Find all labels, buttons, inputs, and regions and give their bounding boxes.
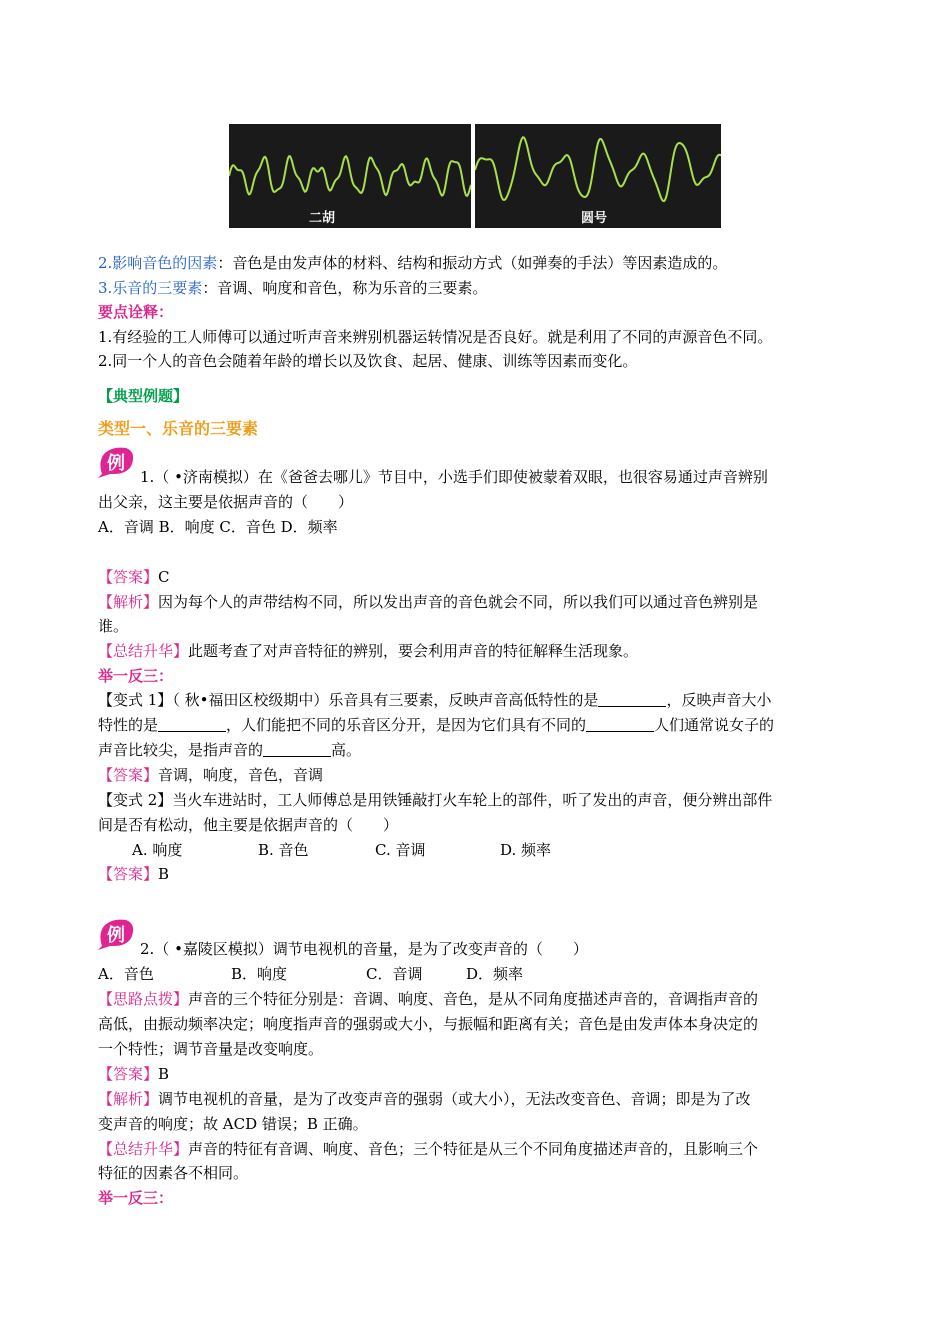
answer-tag: 【答案】 (98, 568, 159, 586)
keypoint-line-2: 2.同一个人的音色会随着年龄的增长以及饮食、起居、健康、训练等因素而变化。 (98, 352, 638, 370)
summary-text: 此题考查了对声音特征的辨别，要会利用声音的特征解释生活现象。 (188, 642, 639, 660)
timbre-factors-label: 2.影响音色的因素 (98, 254, 218, 272)
example-badge-1 (96, 444, 136, 480)
erhu-waveform (229, 124, 471, 228)
answer-value: B (158, 865, 170, 883)
section-title: 【典型例题】 (98, 387, 189, 405)
v2-line-1 (98, 788, 772, 813)
blank-3 (586, 715, 654, 732)
ex1-answer (98, 565, 170, 590)
v1-answer (98, 763, 323, 788)
v1-line-1 (98, 688, 771, 713)
erhu-waveform-image (229, 124, 471, 228)
v2-answer (98, 862, 169, 887)
ex1-question-line-2: 出父亲，这主要是依据声音的（ ） (98, 493, 354, 511)
blank-4 (263, 740, 331, 757)
v1-text-5: 人们通常说女子的 (654, 716, 775, 734)
ex1-question-line-1: 1.（ •济南模拟）在《爸爸去哪儿》节目中，小选手们即使被蒙着双眼，也很容易通过声音辨别 (140, 468, 768, 486)
horn-label: 圆号 (581, 211, 608, 226)
hint-tag: 【思路点拨】 (98, 990, 189, 1008)
analysis-tag: 【解析】 (98, 1090, 159, 1108)
v1-tag: 【变式 1】 (98, 691, 173, 709)
v1-text-2: ，反映声音大小 (666, 691, 772, 709)
answer-tag: 【答案】 (98, 1065, 159, 1083)
timbre-factors-text: ：音色是由发声体的材料、结构和振动方式（如弹奏的手法）等因素造成的。 (217, 254, 728, 272)
ex2-analysis (98, 1087, 751, 1112)
answer-value: 音调，响度，音色，音调 (158, 766, 324, 784)
summary-tag: 【总结升华】 (98, 642, 189, 660)
ex1-analysis-line-2: 谁。 (98, 617, 129, 635)
waveform-trace (475, 137, 721, 201)
ex1-analysis (98, 590, 758, 615)
hint-text: 声音的三个特征分别是：音调、响度、音色，是从不同角度描述声音的，音调指声音的 (188, 990, 759, 1008)
horn-waveform-image (475, 124, 721, 228)
ex2-hint-line-3: 一个特性；调节音量是改变响度。 (98, 1040, 324, 1058)
variant-title-2: 举一反三： (98, 1189, 174, 1207)
v2-tag: 【变式 2】 (98, 791, 173, 809)
keypoint-line-1: 1.有经验的工人师傅可以通过听声音来辨别机器运转情况是否良好。就是利用了不同的声源音色不同。 (98, 328, 773, 346)
type1-title: 类型一、乐音的三要素 (98, 419, 259, 438)
answer-value: B (158, 1065, 170, 1083)
blank-1 (598, 690, 666, 707)
three-elements-label: 3.乐音的三要素 (98, 279, 203, 297)
v2-option-d: D. 频率 (500, 841, 552, 859)
v1-line-3 (98, 738, 361, 763)
waveform-trace (229, 156, 471, 196)
ex2-option-d: D．频率 (466, 965, 524, 983)
example-badge-2 (96, 916, 136, 952)
blank-2 (158, 715, 226, 732)
v1-line-2 (98, 713, 774, 738)
v1-text-1: （ 秋•福田区校级期中）乐音具有三要素，反映声音高低特性的是 (172, 691, 599, 709)
example-badge-2-char: 例 (107, 925, 125, 946)
v1-text-7: 高。 (331, 741, 362, 759)
ex2-summary (98, 1137, 758, 1162)
v1-text-3: 特性的是 (98, 716, 159, 734)
ex1-summary (98, 639, 638, 664)
summary-tag: 【总结升华】 (98, 1140, 189, 1158)
summary-text: 声音的特征有音调、响度、音色；三个特征是从三个不同角度描述声音的，且影响三个 (188, 1140, 759, 1158)
v2-line-2: 间是否有松动，他主要是依据声音的（ ） (98, 816, 399, 834)
ex2-hint-line-2: 高低，由振动频率决定；响度指声音的强弱或大小，与振幅和距离有关；音色是由发声体本身决定的 (98, 1015, 759, 1033)
v2-option-c: C. 音调 (375, 841, 426, 859)
v1-text-6: 声音比较尖，是指声音的 (98, 741, 264, 759)
answer-tag: 【答案】 (98, 766, 159, 784)
ex2-analysis-line-2: 变声音的响度；故 ACD 错误；B 正确。 (98, 1115, 368, 1133)
v1-text-4: ，人们能把不同的乐音区分开，是因为它们具有不同的 (226, 716, 587, 734)
timbre-factors (98, 251, 727, 276)
erhu-label: 二胡 (309, 211, 336, 226)
ex2-option-a: A．音色 (98, 965, 154, 983)
v2-option-b: B. 音色 (258, 841, 309, 859)
keypoint-title: 要点诠释： (98, 303, 174, 321)
ex2-summary-line-2: 特征的因素各不相同。 (98, 1164, 249, 1182)
answer-value: C (158, 568, 170, 586)
v2-options (132, 838, 551, 863)
three-elements-text: ：音调、响度和音色，称为乐音的三要素。 (202, 279, 488, 297)
ex2-option-c: C．音调 (366, 965, 423, 983)
analysis-text: 调节电视机的音量，是为了改变声音的强弱（或大小），无法改变音色、音调；即是为了改 (158, 1090, 751, 1108)
ex2-options (98, 962, 523, 987)
ex2-answer (98, 1062, 169, 1087)
ex2-option-b: B．响度 (231, 965, 288, 983)
analysis-text: 因为每个人的声带结构不同，所以发出声音的音色就会不同，所以我们可以通过音色辨别是 (158, 593, 759, 611)
v2-option-a: A. 响度 (132, 841, 183, 859)
three-elements (98, 276, 487, 301)
ex1-options: A．音调 B．响度 C．音色 D．频率 (98, 518, 338, 536)
variant-title-1: 举一反三： (98, 667, 174, 685)
analysis-tag: 【解析】 (98, 593, 159, 611)
v2-text-1: 当火车进站时，工人师傅总是用铁锤敲打火车轮上的部件，听了发出的声音，便分辨出部件 (172, 791, 773, 809)
ex2-hint (98, 987, 758, 1012)
ex2-question: 2.（ •嘉陵区模拟）调节电视机的音量，是为了改变声音的（ ） (140, 940, 588, 958)
example-badge-1-char: 例 (107, 453, 125, 474)
answer-tag: 【答案】 (98, 865, 159, 883)
